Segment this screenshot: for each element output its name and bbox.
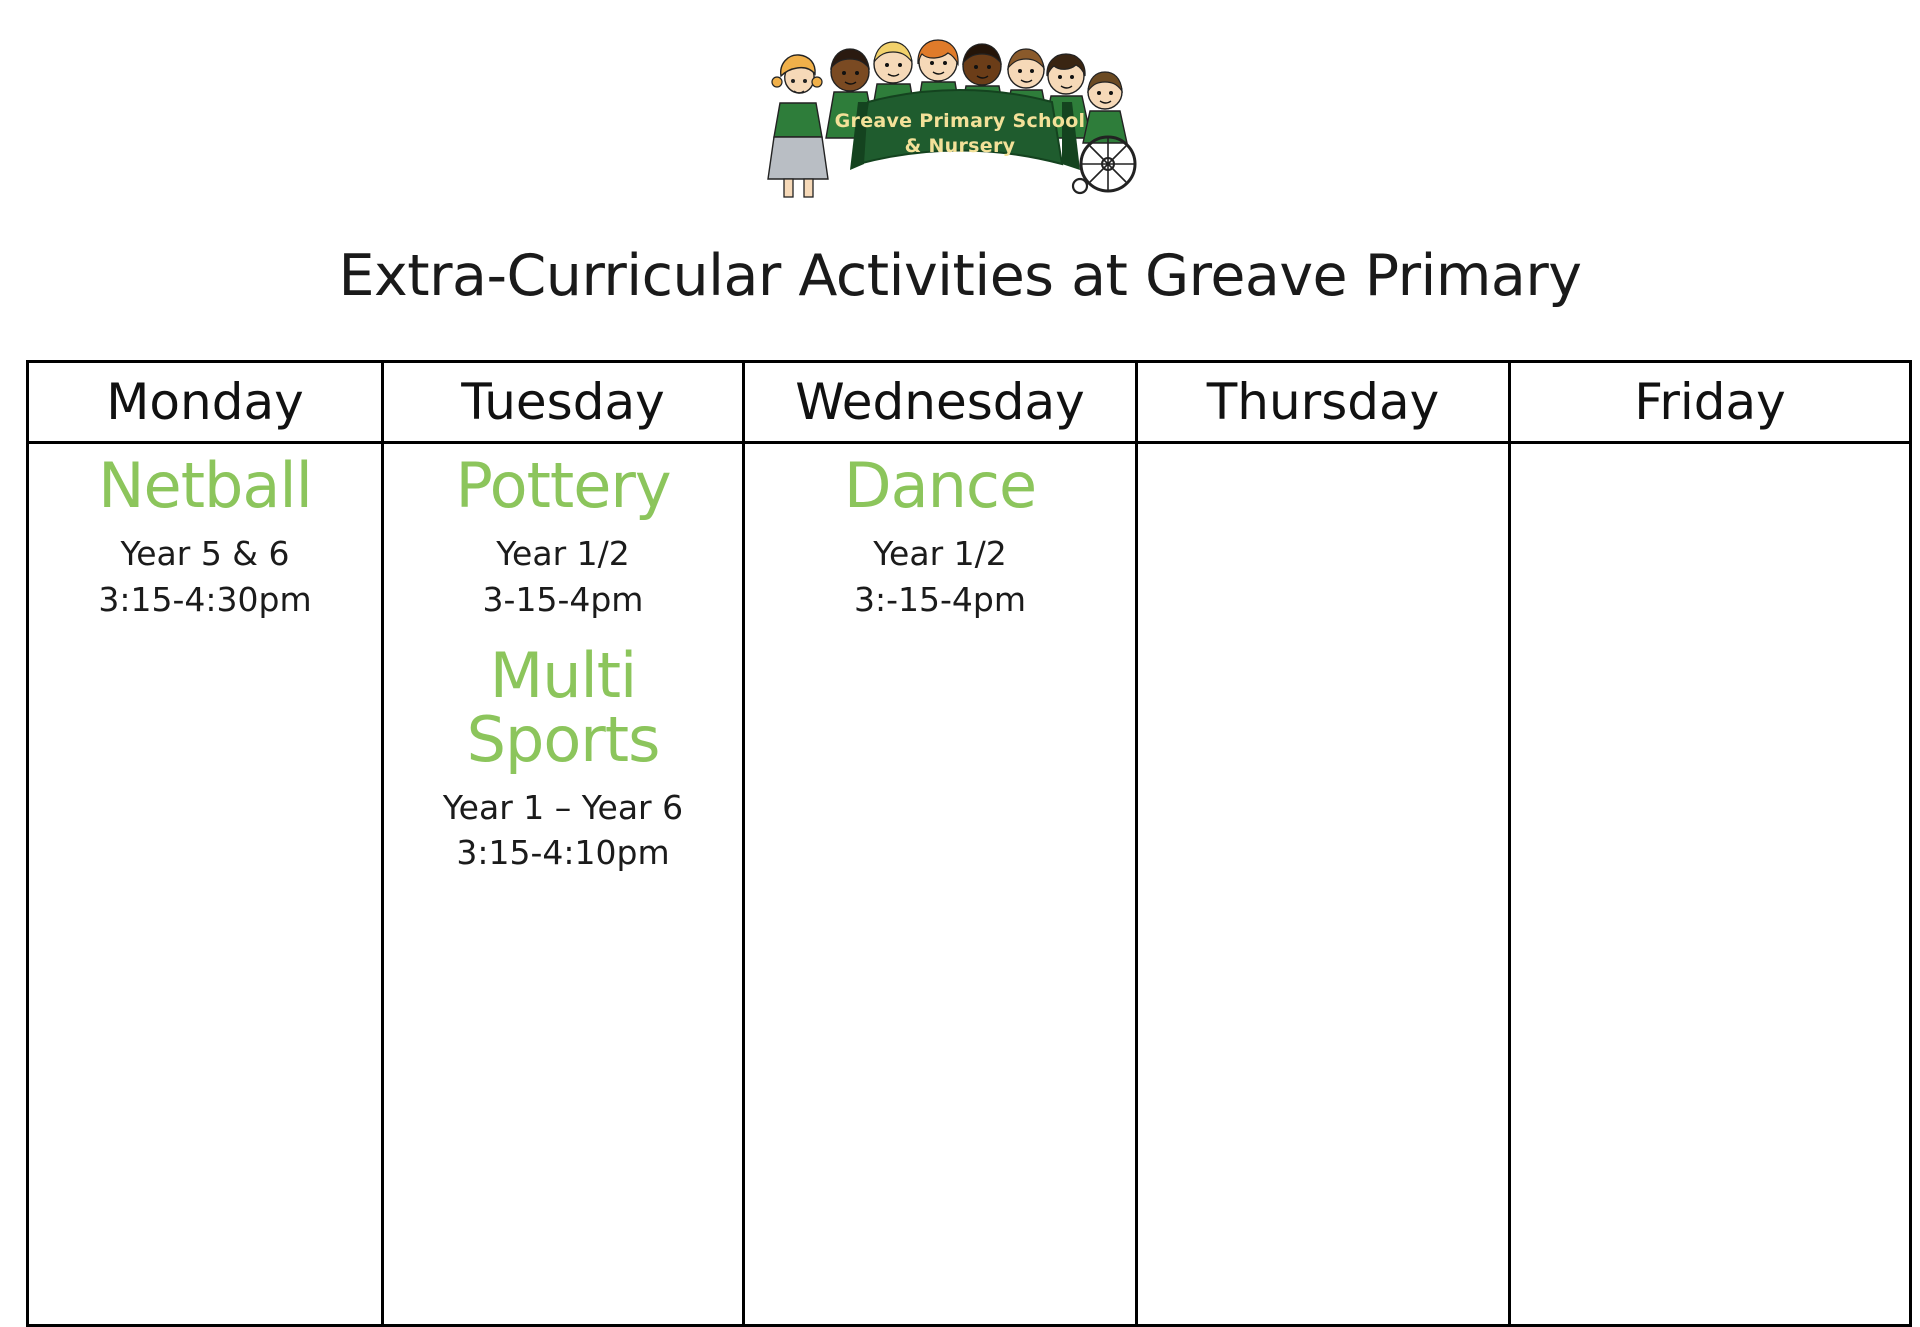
club-entry (388, 639, 738, 876)
club-time: 3:-15-4pm (853, 579, 1026, 619)
club-details (749, 531, 1131, 622)
day-label: Wednesday (795, 373, 1085, 431)
table-row (28, 443, 1911, 1326)
club-years: Year 1 – Year 6 (442, 787, 684, 827)
logo-banner-line-2: & Nursery (904, 135, 1016, 157)
club-name: Multi Sports (466, 639, 660, 776)
column-header-friday (1510, 362, 1911, 443)
club-details (33, 531, 377, 622)
day-label: Tuesday (461, 373, 665, 431)
cell-friday (1510, 443, 1911, 1326)
cell-thursday (1137, 443, 1510, 1326)
club-name: Dance (843, 449, 1037, 522)
cell-wednesday (744, 443, 1137, 1326)
column-header-monday (28, 362, 383, 443)
club-years: Year 1/2 (496, 534, 630, 574)
club-name: Pottery (455, 449, 671, 522)
club-time: 3:15-4:10pm (456, 833, 670, 873)
page-title: Extra-Curricular Activities at Greave Primary (338, 243, 1582, 309)
column-header-wednesday (744, 362, 1137, 443)
club-entry (33, 449, 377, 622)
club-entry (388, 449, 738, 622)
table-header-row (28, 362, 1911, 443)
club-time: 3-15-4pm (482, 579, 644, 619)
day-label: Monday (106, 373, 304, 431)
club-name: Netball (98, 449, 312, 522)
column-header-tuesday (383, 362, 744, 443)
club-years: Year 1/2 (873, 534, 1007, 574)
extra-curricular-timetable (26, 360, 1912, 1327)
group-of-schoolchildren-icon (750, 18, 1170, 198)
club-time: 3:15-4:30pm (98, 579, 312, 619)
school-logo (0, 18, 1920, 198)
logo-banner-line-1: Greave Primary School (834, 110, 1086, 132)
club-entry (749, 449, 1131, 622)
column-header-thursday (1137, 362, 1510, 443)
cell-tuesday (383, 443, 744, 1326)
cell-monday (28, 443, 383, 1326)
day-label: Friday (1634, 373, 1786, 431)
day-label: Thursday (1206, 373, 1440, 431)
club-years: Year 5 & 6 (120, 534, 290, 574)
club-details (388, 531, 738, 622)
club-details (388, 785, 738, 876)
